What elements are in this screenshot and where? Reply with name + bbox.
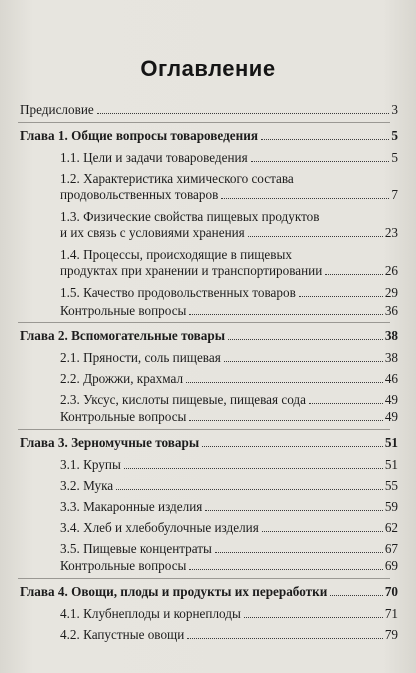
toc-entry-text: продовольственных товаров bbox=[60, 187, 219, 202]
toc-entry-text: 3.3. Макаронные изделия bbox=[60, 499, 203, 514]
toc-page-number: 49 bbox=[384, 392, 398, 407]
toc-entry-text: Глава 1. Общие вопросы товароведения bbox=[20, 128, 258, 143]
toc-page-number: 69 bbox=[384, 558, 398, 573]
toc-entry-text: 2.3. Уксус, кислоты пищевые, пищевая сода bbox=[60, 392, 306, 407]
toc-page-number: 3 bbox=[391, 102, 398, 117]
toc-entry-text: Глава 2. Вспомогательные товары bbox=[20, 328, 225, 343]
toc-page-number: 38 bbox=[384, 328, 398, 343]
leader-dots bbox=[189, 314, 382, 315]
toc-page-number: 55 bbox=[384, 478, 398, 493]
section-divider bbox=[18, 322, 390, 323]
leader-dots bbox=[221, 198, 389, 199]
toc-entry-text: 2.2. Дрожжи, крахмал bbox=[60, 371, 184, 386]
leader-dots bbox=[224, 361, 383, 362]
toc-entry bbox=[60, 392, 398, 408]
leader-dots bbox=[248, 236, 383, 237]
leader-dots bbox=[299, 296, 383, 297]
toc-entry bbox=[60, 187, 398, 203]
toc-chapter-1 bbox=[20, 128, 398, 144]
toc-entry bbox=[60, 541, 398, 557]
toc-entry-line1 bbox=[60, 209, 398, 225]
toc-page-number: 51 bbox=[384, 457, 398, 472]
toc-chapter-3 bbox=[20, 435, 398, 451]
section-divider bbox=[18, 122, 390, 123]
toc-page-number: 67 bbox=[384, 541, 398, 556]
section-divider bbox=[18, 429, 390, 430]
leader-dots bbox=[309, 403, 383, 404]
toc-page-number: 5 bbox=[391, 150, 398, 165]
leader-dots bbox=[187, 638, 383, 639]
leader-dots bbox=[202, 446, 383, 447]
toc-entry bbox=[60, 350, 398, 366]
toc-entry-review bbox=[60, 558, 398, 574]
leader-dots bbox=[124, 468, 383, 469]
leader-dots bbox=[215, 552, 383, 553]
leader-dots bbox=[251, 161, 390, 162]
leader-dots bbox=[189, 569, 382, 570]
toc-entry-line1 bbox=[60, 171, 398, 187]
leader-dots bbox=[186, 382, 383, 383]
toc-entry-review bbox=[60, 303, 398, 319]
toc-entry-text: 4.2. Капустные овощи bbox=[60, 627, 185, 642]
toc-entry-text: и их связь с условиями хранения bbox=[60, 225, 245, 240]
leader-dots bbox=[97, 113, 390, 114]
toc-entry-text: Глава 4. Овощи, плоды и продукты их переработки bbox=[20, 584, 328, 599]
toc-page-number: 23 bbox=[384, 225, 398, 240]
leader-dots bbox=[205, 510, 382, 511]
toc-page-number: 29 bbox=[384, 285, 398, 300]
toc-entry bbox=[60, 263, 398, 279]
toc-entry-text: 1.3. Физические свойства пищевых продуктов bbox=[60, 209, 320, 224]
toc-entry-text: Глава 3. Зерномучные товары bbox=[20, 435, 200, 450]
toc-entry-text: Предисловие bbox=[20, 102, 94, 117]
toc-entry bbox=[60, 225, 398, 241]
leader-dots bbox=[189, 420, 382, 421]
toc-entry-preface bbox=[20, 102, 398, 118]
leader-dots bbox=[330, 595, 382, 596]
leader-dots bbox=[116, 489, 383, 490]
toc-entry bbox=[60, 520, 398, 536]
toc-page-number: 38 bbox=[384, 350, 398, 365]
toc-entry bbox=[60, 606, 398, 622]
toc-entry bbox=[60, 499, 398, 515]
toc-page-number: 36 bbox=[384, 303, 398, 318]
toc-entry-text: 4.1. Клубнеплоды и корнеплоды bbox=[60, 606, 241, 621]
toc-entry bbox=[60, 285, 398, 301]
leader-dots bbox=[228, 339, 383, 340]
toc-entry-text: 3.4. Хлеб и хлебобулочные изделия bbox=[60, 520, 259, 535]
toc-page-number: 46 bbox=[384, 371, 398, 386]
leader-dots bbox=[261, 139, 389, 140]
page-title: Оглавление bbox=[140, 56, 276, 81]
toc-entry-text: Контрольные вопросы bbox=[60, 409, 187, 424]
toc-entry-text: 3.2. Мука bbox=[60, 478, 114, 493]
toc-page-number: 5 bbox=[391, 128, 398, 143]
toc-entry-text: 3.1. Крупы bbox=[60, 457, 121, 472]
toc-page-number: 59 bbox=[384, 499, 398, 514]
toc-entry-text: продуктах при хранении и транспортировании bbox=[60, 263, 323, 278]
toc-page-number: 79 bbox=[384, 627, 398, 642]
toc-entry-text: 1.5. Качество продовольственных товаров bbox=[60, 285, 296, 300]
toc-entry-text: 1.4. Процессы, происходящие в пищевых bbox=[60, 247, 292, 262]
toc-entry-text: 3.5. Пищевые концентраты bbox=[60, 541, 212, 556]
toc-entry-review bbox=[60, 409, 398, 425]
toc-page-number: 62 bbox=[384, 520, 398, 535]
toc-entry bbox=[60, 627, 398, 643]
toc-entry-text: 1.1. Цели и задачи товароведения bbox=[60, 150, 248, 165]
leader-dots bbox=[325, 274, 383, 275]
toc-page-number: 7 bbox=[391, 187, 398, 202]
leader-dots bbox=[262, 531, 383, 532]
toc-entry-line1 bbox=[60, 247, 398, 263]
toc-entry-text: 1.2. Характеристика химического состава bbox=[60, 171, 294, 186]
toc-entry-text: Контрольные вопросы bbox=[60, 303, 187, 318]
toc-chapter-4 bbox=[20, 584, 398, 600]
toc-entry bbox=[60, 478, 398, 494]
leader-dots bbox=[244, 617, 383, 618]
toc-entry bbox=[60, 371, 398, 387]
toc-page-number: 51 bbox=[384, 435, 398, 450]
toc-chapter-2 bbox=[20, 328, 398, 344]
section-divider bbox=[18, 578, 390, 579]
toc-entry-text: Контрольные вопросы bbox=[60, 558, 187, 573]
toc-entry bbox=[60, 150, 398, 166]
toc-page-number: 26 bbox=[384, 263, 398, 278]
toc-page-number: 70 bbox=[384, 584, 398, 599]
toc-page-number: 49 bbox=[384, 409, 398, 424]
toc-entry bbox=[60, 457, 398, 473]
toc-page-number: 71 bbox=[384, 606, 398, 621]
toc-entry-text: 2.1. Пряности, соль пищевая bbox=[60, 350, 221, 365]
